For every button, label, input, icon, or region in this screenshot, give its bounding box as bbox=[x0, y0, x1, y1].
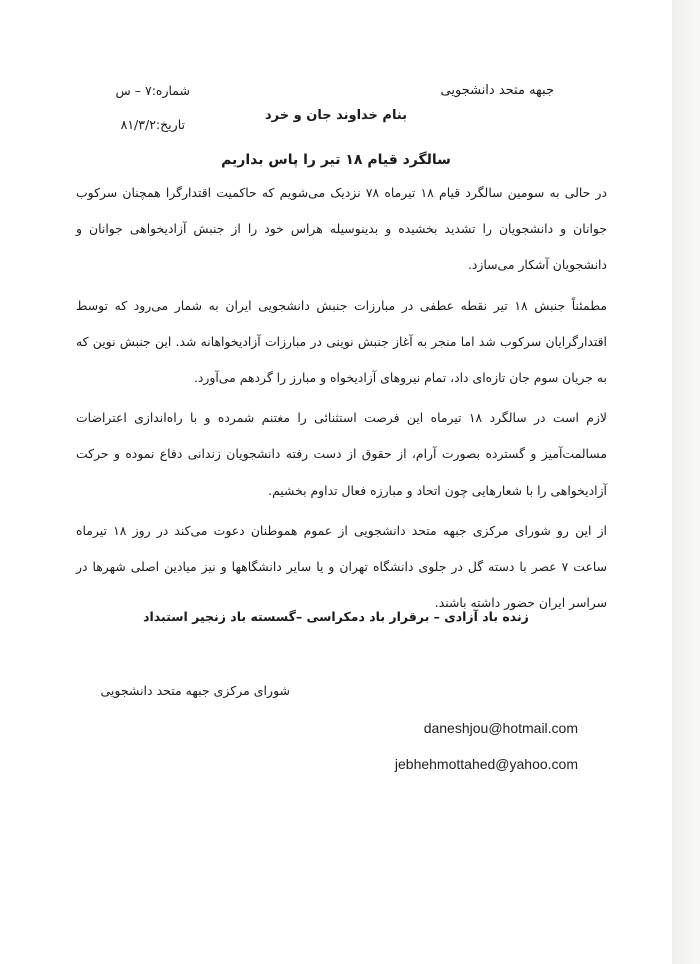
document-title: سالگرد قیام ۱۸ تیر را پاس بداریم bbox=[221, 152, 451, 168]
paragraph: از این رو شورای مرکزی جبهه متحد دانشجویی از عموم هموطنان دعوت می‌کند در روز ۱۸ تیرماه ساعت ۷ عصر با دسته گل در جلوی دانشگاه تهران و یا سایر دانشگاهها و نیز میادین اصلی شهرها در سراسر ایران حضور داشته باشند. bbox=[76, 522, 607, 611]
letter-body bbox=[76, 175, 607, 621]
signature: شورای مرکزی جبهه متحد دانشجویی bbox=[100, 683, 290, 698]
paragraph: مطمئناً جنبش ۱۸ تیر نقطه عطفی در مبارزات جنبش دانشجویی ایران به شمار می‌رود که توسط اقتدارگرایان سرکوب شد اما منجر به آغاز جنبش نوینی در مبارزات آزادیخواهانه شد. این جنبش نوین که به جریان سوم جان تازه‌ای داد، تمام نیروهای آزادیخواه و مبارز را گردهم می‌آورد. bbox=[76, 297, 607, 386]
paragraph: لازم است در سالگرد ۱۸ تیرماه این فرصت استثنائی را مغتنم شمرده و با راه‌اندازی اعتراضات مسالمت‌آمیز و گسترده بصورت آرام، از حقوق از دست رفته دانشجویان زندانی دفاع نموده و حرکت آزادیخواهی را با شعارهایی چون اتحاد و مبارزه فعال تداوم بخشیم. bbox=[76, 410, 607, 498]
document-date: تاریخ:۸۱/۳/۲ bbox=[120, 117, 185, 132]
contact-email-hotmail: daneshjou@hotmail.com bbox=[423, 720, 578, 736]
organization-name: جبهه متحد دانشجویی bbox=[440, 83, 554, 98]
invocation: بنام خداوند جان و خرد bbox=[264, 108, 408, 123]
paragraph: در حالی به سومین سالگرد قیام ۱۸ تیرماه ۷۸ نزدیک می‌شویم که حاکمیت اقتدارگرا همچنان سرکوب جوانان و دانشجویان را تشدید بخشیده و بدینوسیله هراس خود را از جنبش آزادیخواهی جوانان و دانشجویان آشکار می‌سازد. bbox=[76, 185, 608, 273]
contact-email-yahoo: jebhehmottahed@yahoo.com bbox=[394, 756, 578, 772]
closing-slogan: زنده باد آزادی – برقرار باد دمکراسی –گسسته باد زنجیر استبداد bbox=[143, 609, 529, 624]
reference-number: شماره:۷ – س bbox=[115, 83, 190, 98]
page-edge bbox=[672, 0, 700, 964]
